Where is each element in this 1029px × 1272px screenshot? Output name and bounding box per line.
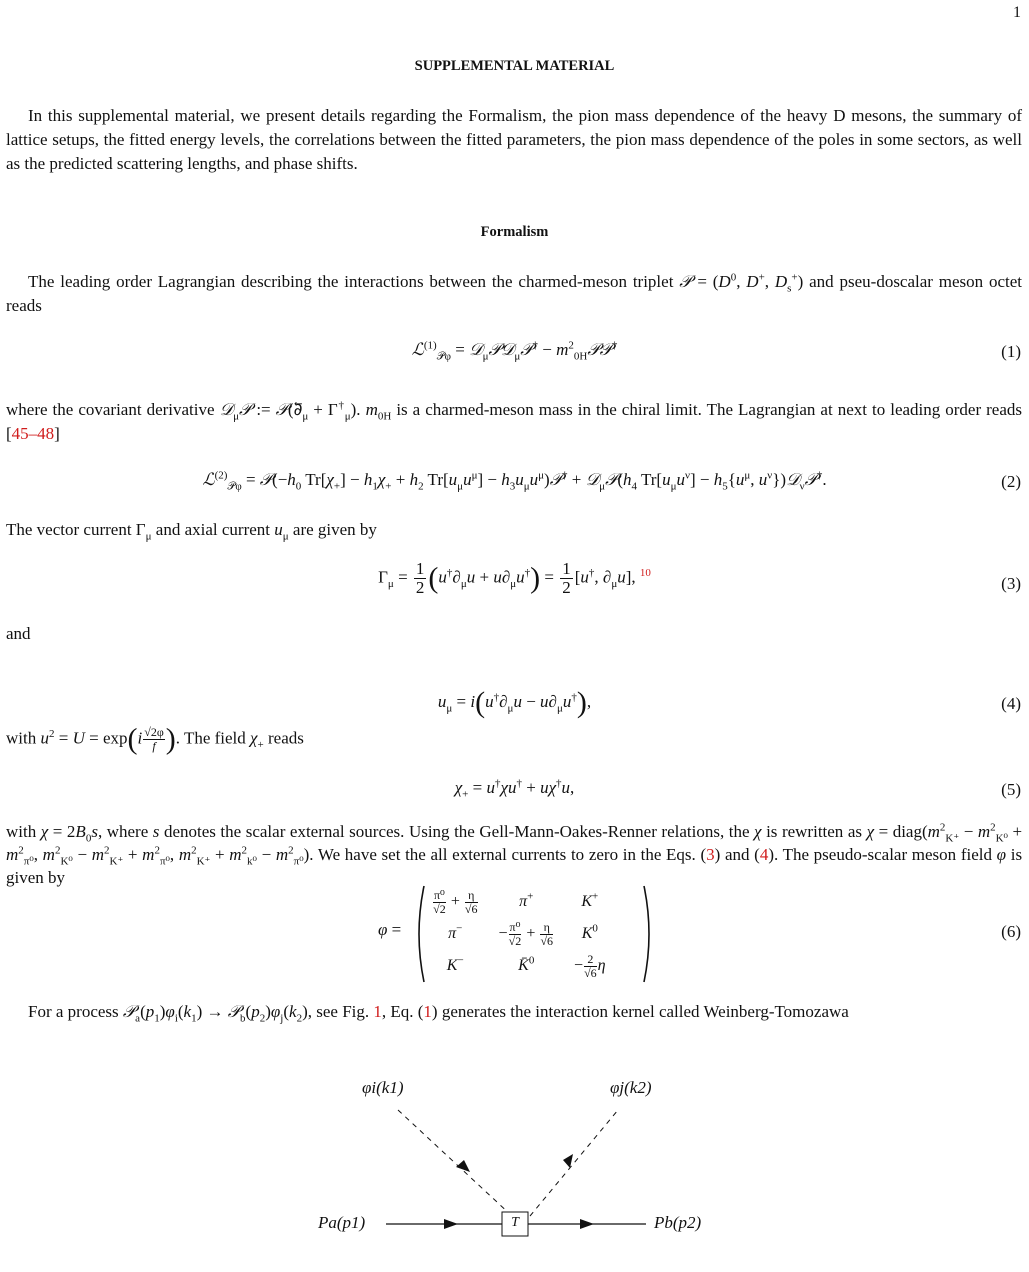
paragraph-nlo-lagrangian: where the covariant derivative 𝒟$_\mu$𝒫 := $𝒫(\partial⃖_\mu + \Gamma^\dagger_\mu)$. $m_{0H}$ is a charmed-meson mass in the chiral limit. The Lagrangian at next to leading order reads [45–48] xyxy=(6,399,1023,443)
figure-ref-link[interactable]: 1 xyxy=(373,1002,382,1021)
equation-number: (1) xyxy=(1001,342,1021,361)
equation-6: φ = $\frac{\text{π⁰}}{√2}$ + $\frac{\eta}{√6}$ π+ K+ π− − $\frac{\text{π⁰}}{√2}$ + $\frac{\eta}{√6}$ $K^0$ K− K̄$^0$ − $\frac{2}{√6}$ η xyxy=(378,882,678,986)
equation-number: (5) xyxy=(1001,780,1021,799)
equation-5: $\chi_+ = u^\dagger\chi u^\dagger + u\chi^\dagger u$, xyxy=(454,777,575,801)
equation-number: (2) xyxy=(1001,472,1021,491)
equation-ref-link[interactable]: 4 xyxy=(759,845,769,864)
equation-ref-link[interactable]: 3 xyxy=(706,845,715,864)
equation-3: $\Gamma_\mu$ = $\frac{1}{2}$ $(u^\dagger\partial_\mu u + u\partial_\mu u^\dagger)$ = $\frac{1}{2}$ [u†, $\partial_\mu u$], $^{10}$ xyxy=(378,559,651,597)
equation-number: (3) xyxy=(1001,574,1021,593)
equation-4: $u_\mu = i(u^\dagger\partial_\mu u - u\partial_\mu u^\dagger)$, xyxy=(437,686,592,720)
footnote-marker[interactable]: 10 xyxy=(639,566,651,579)
feynman-diagram xyxy=(300,1070,740,1270)
equation-ref-link[interactable]: 1 xyxy=(423,1002,432,1021)
connector-text: and xyxy=(6,624,31,643)
page-number: 1 xyxy=(1013,4,1021,21)
equation-1: ℒ$^{(1)}_{𝒫\varphi}$ = 𝒟$_\mu$𝒫𝒟$_\mu$𝒫† − $m^2_{0H}𝒫𝒫^\dagger$ xyxy=(411,339,618,363)
formalism-title: Formalism xyxy=(480,224,549,240)
right-label: Pb(p2) xyxy=(654,1213,702,1232)
paragraph-chi: with $\chi = 2B_0s$, where s denotes the scalar external sources. Using the Gell-Mann-Oakes-Renner relations, the χ is rewritten as $\chi = diag(m^2_{K^+} - m^2_{K^0} + m^2_{\pi^0}$, $m^2_{K^0} - m^2_{K^+} + m^2_{\pi^0}$, $m^2_{K^+} + m^2_{k^0} - m^2_{\pi^0}$). We have set the all external currents to zero in the Eqs. (3) and (4). The pseudo-scalar meson field φ is given by xyxy=(6,821,1023,887)
phi-matrix: $\frac{\text{π⁰}}{√2}$ + $\frac{\eta}{√6}$ π+ K+ π− − $\frac{\text{π⁰}}{√2}$ + $\frac{\eta}{√6}$ $K^0$ K− K̄$^0$ − $\frac{2}{√6}$ η xyxy=(433,887,606,980)
top-right-label: φj(k2) xyxy=(610,1078,652,1097)
vertex-label: T xyxy=(511,1215,519,1230)
diagram-lines xyxy=(300,1070,740,1270)
equation-2: ℒ$^{(2)}_{𝒫\varphi}$ = $𝒫(-h_0$ $Tr[\chi_+] - h_1\chi_+ + h_2$ $Tr[u_\mu u^\mu]$ − $h_3u_\mu u^\mu)𝒫^\dagger$ + $𝒟_\mu 𝒫(h_4$ $Tr[u_\mu u^\nu] - h_5\{u^\mu$, $u^\nu\})𝒟_\nu 𝒫^\dagger$. xyxy=(202,469,827,493)
intro-paragraph: In this supplemental material, we present details regarding the Formalism, the pion mass dependence of the heavy D mesons, the summary of lattice setups, the fitted energy levels, the correlations between the fitted parameters, the pion mass dependence of the poles in some sectors, as well as the predicted scattering lengths, and phase shifts. xyxy=(6,106,1022,173)
left-label: Pa(p1) xyxy=(318,1213,366,1232)
equation-number: (4) xyxy=(1001,694,1021,713)
paragraph-field: with $u^2 = U = \exp(i$ $\frac{√2\varphi}{f}$ ). The field $\chi_+$ reads xyxy=(6,722,304,756)
right-paren xyxy=(642,884,656,984)
section-title: SUPPLEMENTAL MATERIAL xyxy=(414,58,615,74)
paragraph-lo-lagrangian: The leading order Lagrangian describing the interactions between the charmed-meson triplet 𝒫 = ($D^0$, D+, $D_s^+$) and pseu-doscalar meson octet reads xyxy=(6,271,1023,315)
paragraph-currents: The vector current $\Gamma_\mu$ and axial current $u_\mu$ are given by xyxy=(6,520,377,543)
equation-number: (6) xyxy=(1001,922,1021,941)
top-left-label: φi(k1) xyxy=(362,1078,404,1097)
paragraph-process: For a process $𝒫_a(p_1)\varphi_i(k_1)$ → $𝒫_b(p_2)\varphi_j(k_2)$, see Fig. 1, Eq. (1) generates the interaction kernel called Weinberg-Tomozawa xyxy=(28,1002,849,1025)
citation-link[interactable]: 45–48 xyxy=(11,424,55,443)
